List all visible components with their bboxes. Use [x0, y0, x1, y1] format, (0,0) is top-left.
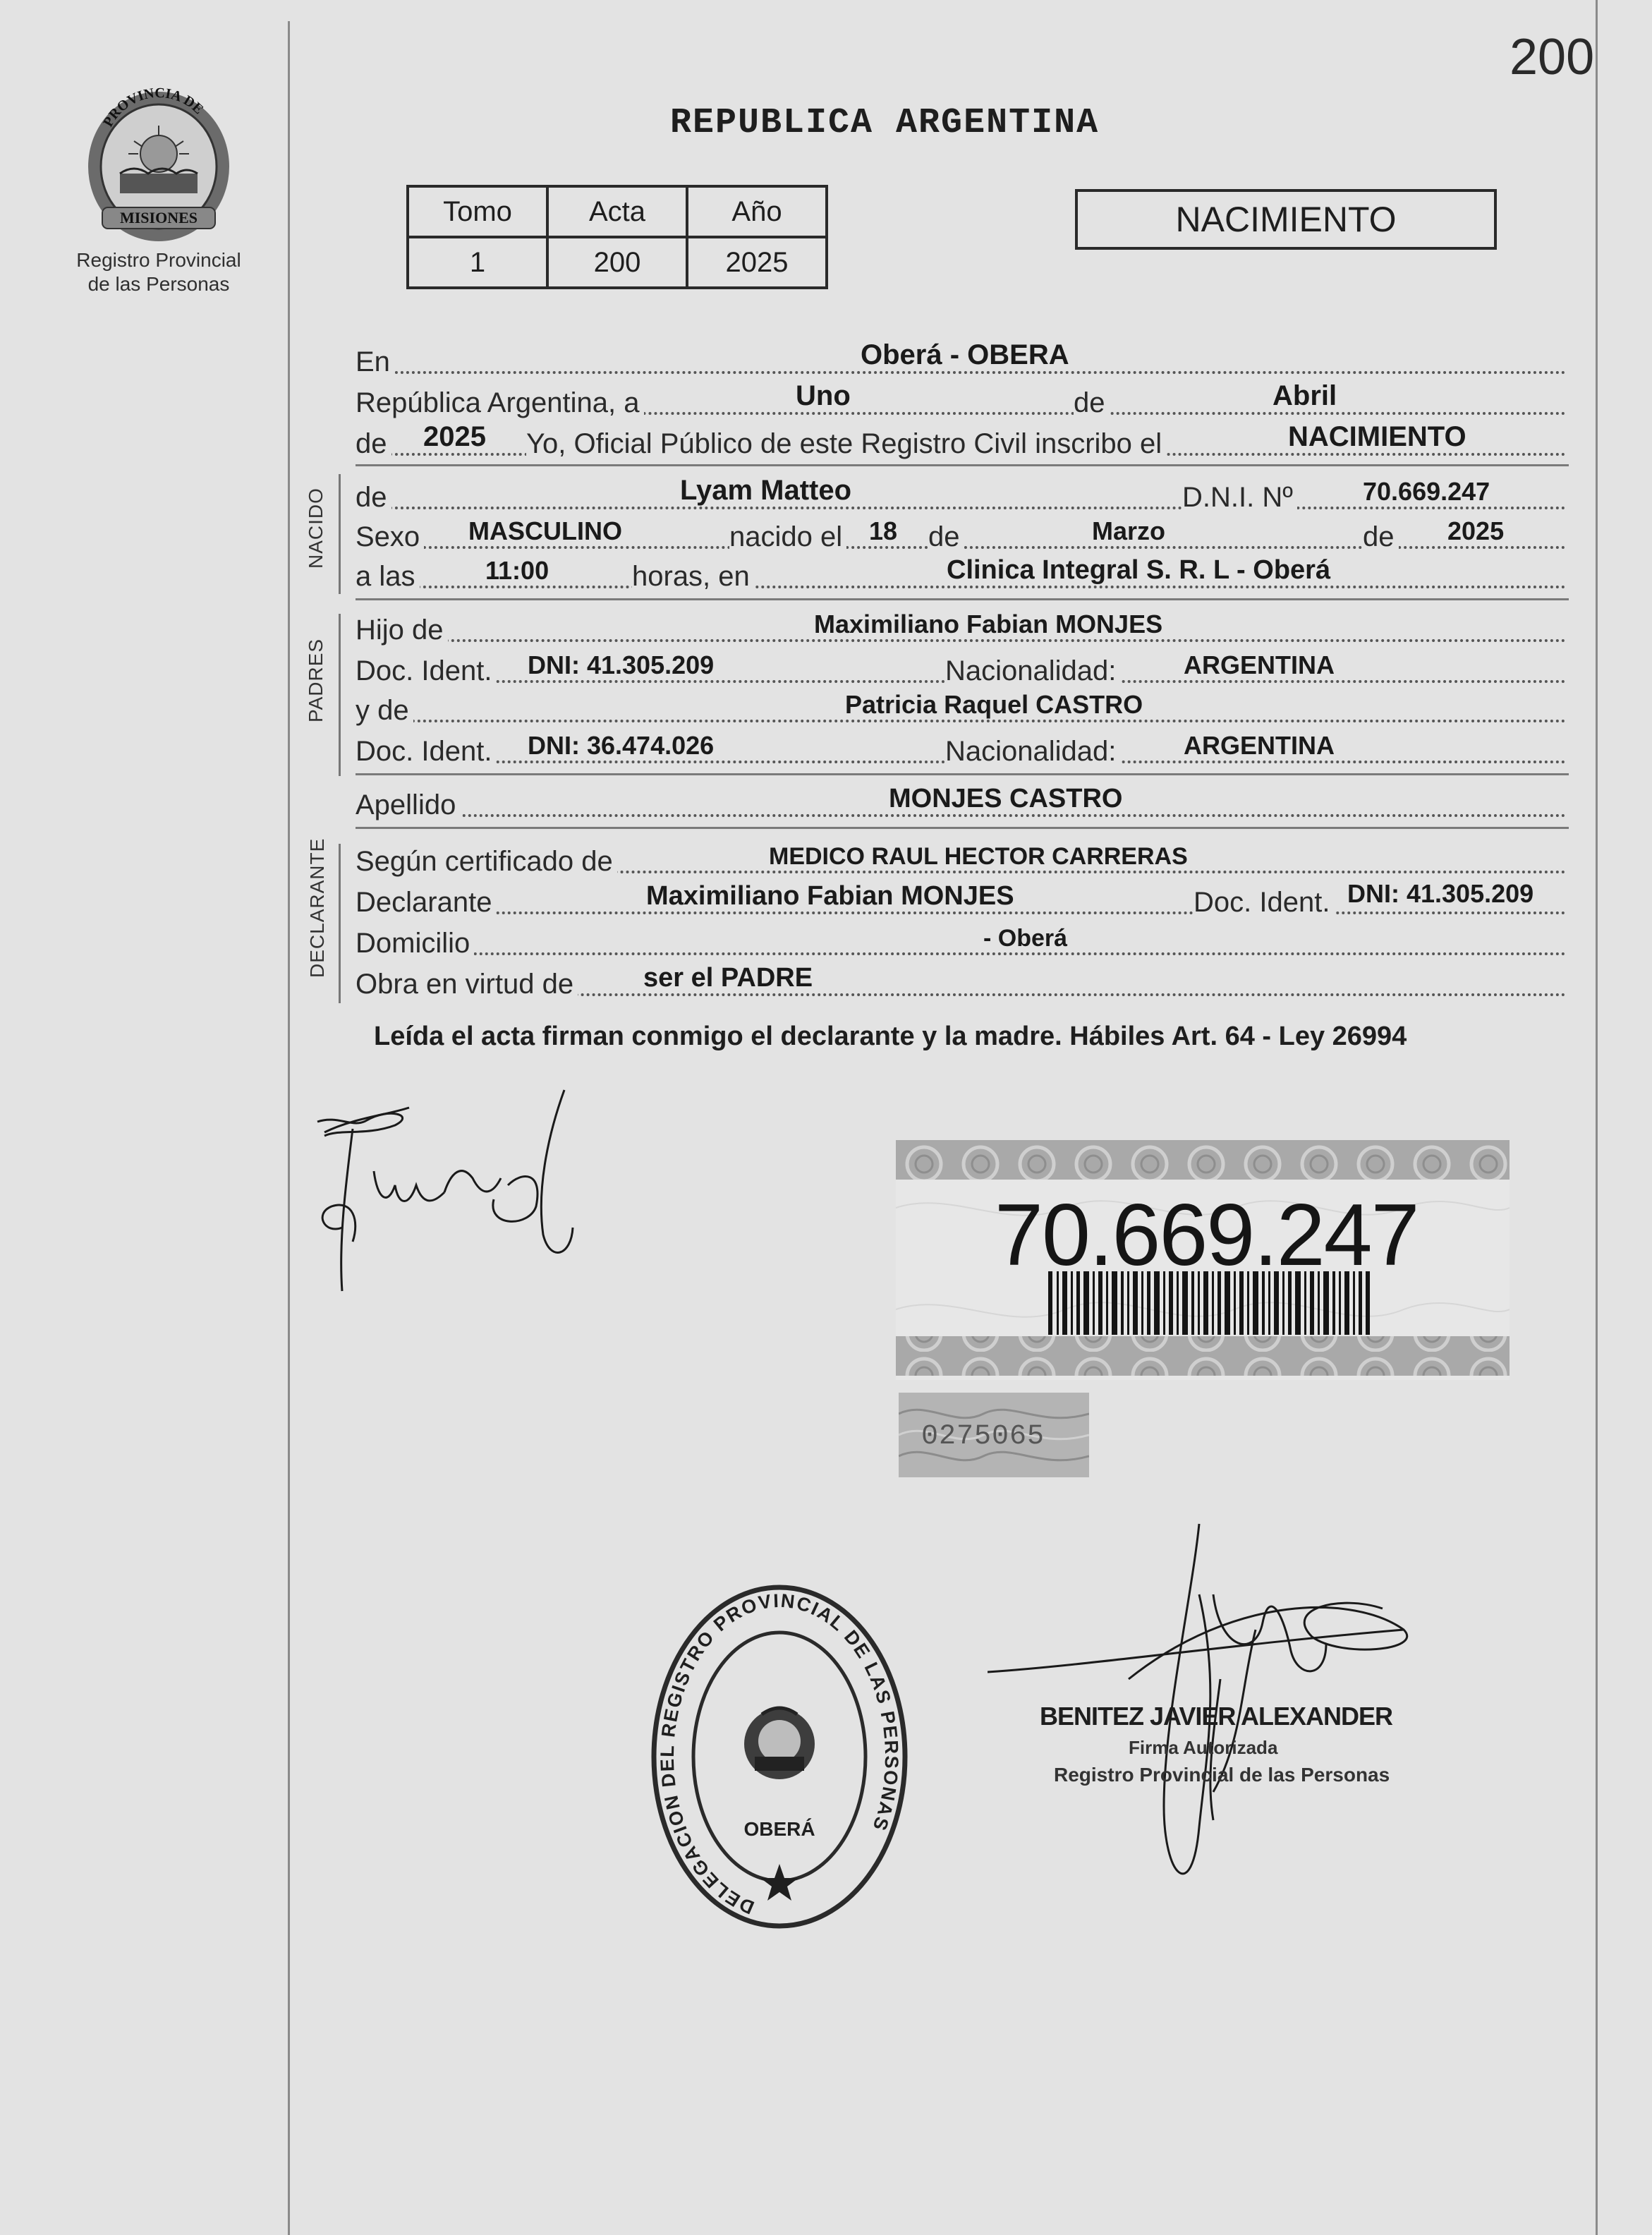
de-label-2: de [356, 428, 391, 460]
left-margin-line [288, 21, 290, 2235]
mother-name: Patricia Raquel CASTRO [845, 690, 1143, 719]
father-nationality-label: Nacionalidad: [945, 655, 1120, 687]
seal-city: OBERÁ [743, 1818, 815, 1840]
act-type-box: NACIMIENTO [1075, 189, 1497, 250]
separator [356, 464, 1569, 466]
emblem-top-text: PROVINCIA DE [100, 85, 207, 130]
child-dni: 70.669.247 [1363, 477, 1490, 506]
father-doc: DNI: 41.305.209 [528, 650, 715, 679]
republic-label: República Argentina, a [356, 387, 644, 419]
birth-time: 11:00 [485, 556, 549, 585]
child-surname: MONJES CASTRO [889, 784, 1123, 813]
seal-outer-text: DELEGACION DEL REGISTRO PROVINCIAL DE LAS PERSONAS [656, 1589, 903, 1919]
act-month: Abril [1273, 380, 1337, 411]
declarant-domicile: - Oberá [983, 925, 1068, 952]
child-name-line [356, 475, 1566, 514]
dni-label: D.N.I. Nº [1182, 482, 1297, 514]
official-name: BENITEZ JAVIER ALEXANDER [1040, 1702, 1393, 1731]
declarant-capacity: ser el PADRE [643, 963, 813, 993]
hijo-de-label: Hijo de [356, 614, 448, 646]
anio-value: 2025 [687, 237, 827, 288]
closing-statement: Leída el acta firman conmigo el declarante y la madre. Hábiles Art. 64 - Ley 26994 [374, 1022, 1407, 1051]
certificado-label: Según certificado de [356, 846, 617, 878]
register-table-header-row [408, 186, 827, 237]
acta-value: 200 [547, 237, 687, 288]
certificate-issuer: MEDICO RAUL HECTOR CARRERAS [769, 843, 1188, 870]
surname-line [356, 784, 1566, 821]
sexo-label: Sexo [356, 521, 424, 553]
declarante-section-label: DECLARANTE [306, 837, 328, 978]
father-nationality: ARGENTINA [1184, 650, 1335, 679]
nacido-bracket [339, 474, 341, 594]
nacido-section-label: NACIDO [305, 487, 327, 569]
separator [356, 827, 1569, 829]
domicile-line [356, 926, 1566, 959]
serial-number: 0275065 [921, 1421, 1045, 1453]
birth-month: Marzo [1092, 516, 1166, 545]
nacido-el-label: nacido el [729, 521, 846, 553]
father-name: Maximiliano Fabian MONJES [814, 610, 1163, 638]
declarante-bracket [339, 844, 341, 1003]
tomo-header: Tomo [408, 186, 547, 237]
certificate-line [356, 844, 1566, 878]
en-label: En [356, 346, 394, 378]
mother-doc-line [356, 731, 1566, 768]
a-las-label: a las [356, 561, 420, 593]
declarante-label: Declarante [356, 887, 496, 919]
declarant-doc-label: Doc. Ident. [1194, 887, 1334, 919]
declarant-line [356, 879, 1566, 919]
birth-year: 2025 [1447, 516, 1505, 545]
official-office: Registro Provincial de las Personas [1054, 1764, 1390, 1786]
official-role: Firma Autorizada [1129, 1737, 1278, 1758]
apellido-label: Apellido [356, 789, 460, 821]
registered-act: NACIMIENTO [1288, 421, 1466, 452]
register-table [406, 185, 828, 289]
birth-place: Clinica Integral S. R. L - Oberá [947, 555, 1331, 585]
mother-doc-label: Doc. Ident. [356, 736, 496, 768]
mother-nationality: ARGENTINA [1184, 731, 1335, 760]
mother-doc: DNI: 36.474.026 [528, 731, 715, 760]
mother-nationality-label: Nacionalidad: [945, 736, 1120, 768]
date-line [356, 380, 1566, 419]
father-line [356, 612, 1566, 646]
seal-emblem-icon [744, 1708, 815, 1779]
register-table-value-row [408, 237, 827, 288]
obra-label: Obra en virtud de [356, 969, 578, 1000]
acta-header: Acta [547, 186, 687, 237]
declarant-name: Maximiliano Fabian MONJES [646, 881, 1014, 911]
de-year-label: de [1363, 521, 1399, 553]
act-year: 2025 [423, 421, 486, 452]
officer-line [356, 421, 1566, 460]
de-label: de [1074, 387, 1110, 419]
separator [356, 598, 1569, 600]
domicilio-label: Domicilio [356, 928, 474, 959]
father-doc-line [356, 650, 1566, 687]
place-line [356, 339, 1566, 378]
father-doc-label: Doc. Ident. [356, 655, 496, 687]
emblem-bottom-text: MISIONES [119, 209, 198, 226]
country-title: REPUBLICA ARGENTINA [670, 103, 1100, 143]
registry-seal [649, 1580, 910, 1933]
emblem-caption-line2: de las Personas [87, 273, 230, 295]
act-day: Uno [796, 380, 851, 411]
page-number: 200 [1510, 29, 1595, 85]
right-margin-line [1596, 0, 1598, 2235]
emblem-caption-line1: Registro Provincial [76, 249, 241, 271]
y-de-label: y de [356, 695, 413, 727]
separator [356, 773, 1569, 775]
emblem-caption [49, 248, 268, 296]
anio-header: Año [687, 186, 827, 237]
padres-bracket [339, 614, 341, 776]
registry-place: Oberá - OBERA [861, 339, 1069, 370]
horas-label: horas, en [632, 561, 754, 593]
nacido-de-label: de [356, 482, 391, 514]
child-sex: MASCULINO [468, 516, 622, 545]
child-name: Lyam Matteo [680, 475, 852, 506]
officer-text: Yo, Oficial Público de este Registro Civil inscribo el [526, 428, 1166, 460]
birth-place-line [356, 555, 1566, 593]
padres-section-label: PADRES [305, 638, 327, 722]
capacity-line [356, 963, 1566, 1000]
declarant-doc: DNI: 41.305.209 [1347, 879, 1534, 908]
misiones-emblem-icon [78, 83, 240, 246]
mother-line [356, 690, 1566, 727]
de-month-label: de [928, 521, 964, 553]
birth-date-line [356, 516, 1566, 553]
birth-day: 18 [869, 516, 898, 545]
sticker-id-number: 70.669.247 [995, 1187, 1419, 1284]
declarant-signature [310, 1086, 607, 1319]
tomo-value: 1 [408, 237, 547, 288]
